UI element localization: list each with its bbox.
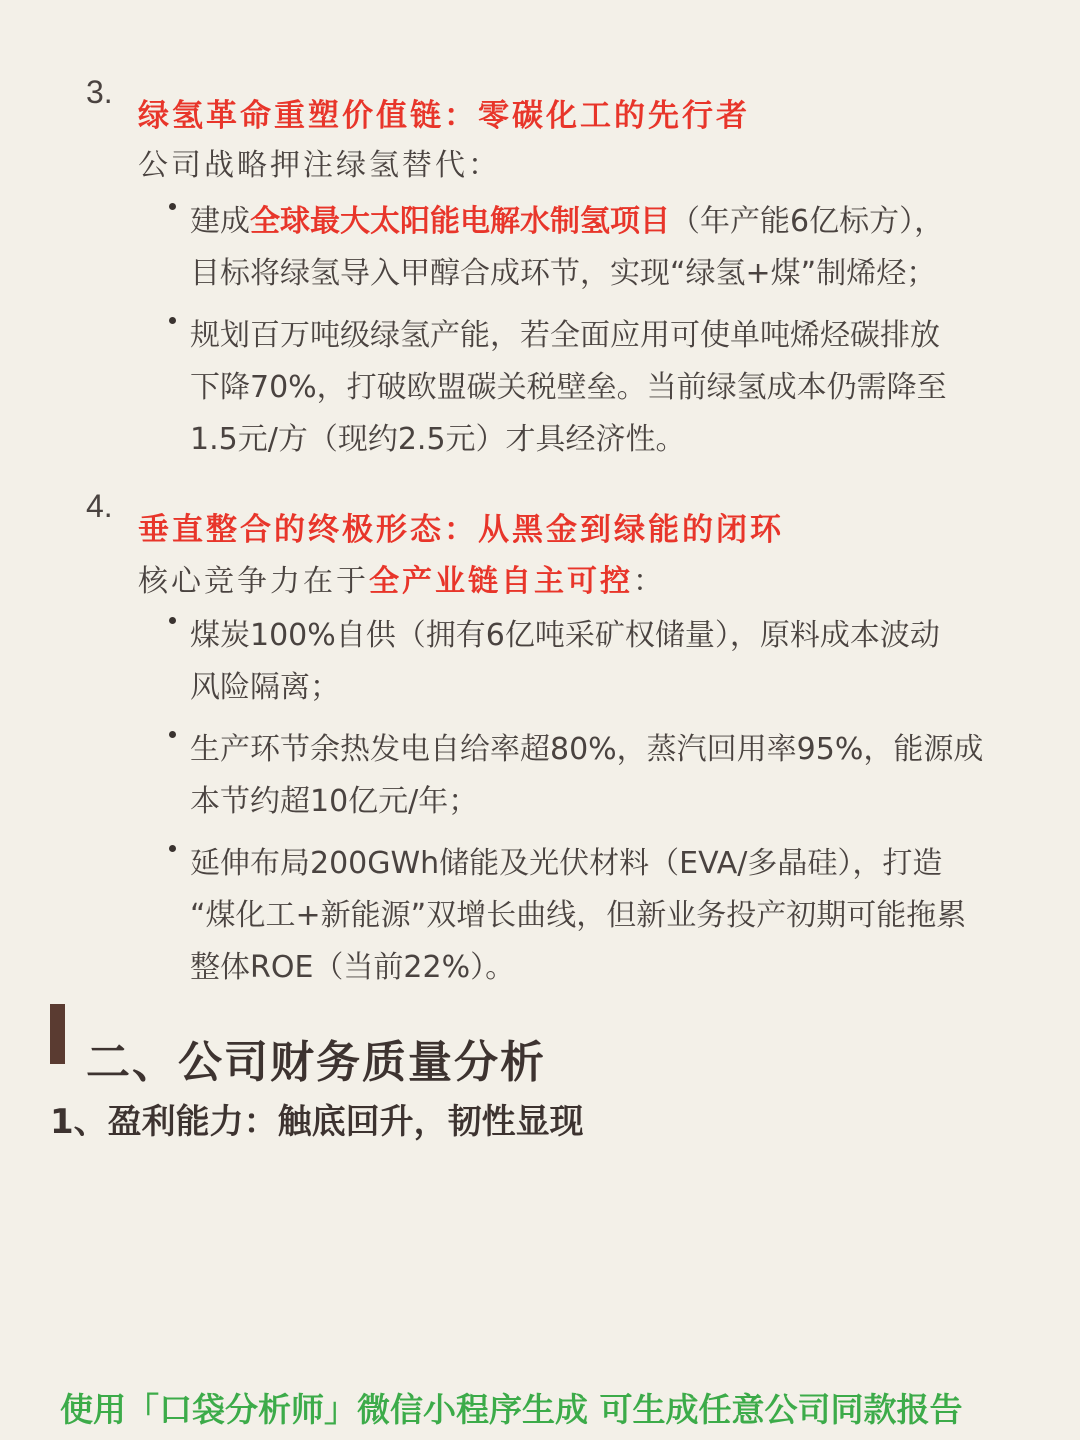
item3-bullet2-line2: 下降70%，打破欧盟碳关税壁垒。当前绿氢成本仍需降至 (190, 370, 947, 405)
list-number-4: 4. (86, 488, 113, 524)
bullet-icon (169, 617, 176, 624)
item4-bullet3-line2: “煤化工+新能源”双增长曲线，但新业务投产初期可能拖累 (190, 898, 967, 933)
item4-bullet1-line1: 煤炭100%自供（拥有6亿吨采矿权储量），原料成本波动 (190, 618, 940, 653)
item4-bullet2-line2: 本节约超10亿元/年； (190, 784, 479, 819)
item4-heading: 垂直整合的终极形态：从黑金到绿能的闭环 (138, 512, 784, 548)
item3-intro: 公司战略押注绿氢替代： (138, 148, 501, 183)
footer-promo-text: 使用「口袋分析师」微信小程序生成 可生成任意公司同款报告 (60, 1390, 963, 1429)
item4-bullet3-line3: 整体ROE（当前22%）。 (190, 950, 516, 985)
text-segment: 建成 (190, 204, 250, 239)
item3-bullet1-line1 (190, 196, 944, 248)
list-number-3: 3. (86, 74, 113, 110)
highlight-text: 全球最大太阳能电解水制氢项目 (250, 204, 670, 239)
text-segment: ： (633, 564, 666, 599)
bullet-icon (169, 317, 176, 324)
section-title: 二、公司财务质量分析 (86, 1037, 546, 1088)
section-marker-bar (50, 1004, 65, 1064)
text-segment: （年产能6亿标方）， (670, 204, 945, 239)
bullet-icon (169, 845, 176, 852)
item3-bullet2-line3: 1.5元/方（现约2.5元）才具经济性。 (190, 422, 686, 457)
item3-bullet2-line1: 规划百万吨级绿氢产能，若全面应用可使单吨烯烃碳排放 (190, 318, 940, 353)
text-segment: 核心竞争力在于 (138, 564, 369, 599)
item4-bullet1-line2: 风险隔离； (190, 670, 340, 705)
item3-heading: 绿氢革命重塑价值链：零碳化工的先行者 (138, 98, 750, 134)
item4-intro (138, 556, 666, 600)
item3-bullet1-line2: 目标将绿氢导入甲醇合成环节，实现“绿氢+煤”制烯烃； (190, 256, 937, 291)
item4-bullet2-line1: 生产环节余热发电自给率超80%，蒸汽回用率95%，能源成 (190, 732, 984, 767)
bullet-icon (169, 203, 176, 210)
subsection-title: 1、盈利能力：触底回升，韧性显现 (50, 1102, 584, 1142)
bullet-icon (169, 731, 176, 738)
item4-bullet3-line1: 延伸布局200GWh储能及光伏材料（EVA/多晶硅），打造 (190, 846, 943, 881)
highlight-text: 全产业链自主可控 (369, 564, 633, 599)
